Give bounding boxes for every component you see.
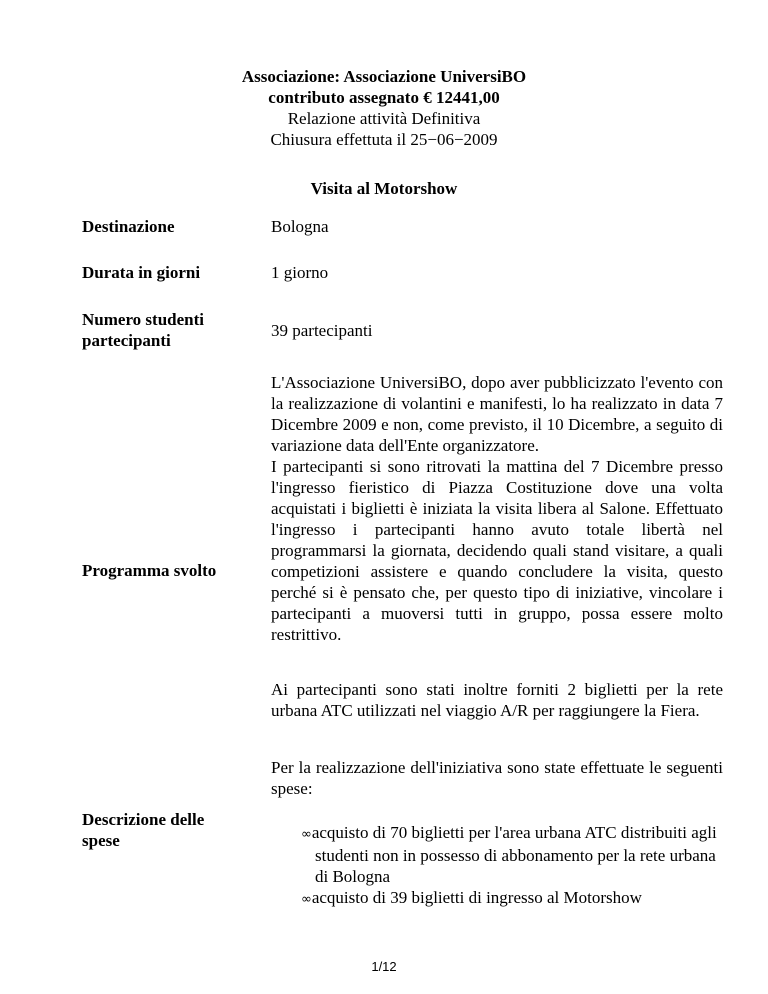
- assigned-contribution: contributo assegnato € 12441,00: [268, 88, 500, 107]
- students-label-line2: partecipanti: [82, 331, 171, 350]
- expense-item-text: acquisto di 70 biglietti per l'area urbana ATC distribuiti agli studenti non in possesso di abbonamento per la rete urbana di Bologna: [311, 823, 717, 886]
- expenses-label-line2: spese: [82, 831, 120, 850]
- destination-value: Bologna: [271, 217, 329, 236]
- program-text: [271, 372, 723, 645]
- expenses-list-container: [301, 822, 721, 910]
- infinity-bullet-icon: ∞: [301, 827, 312, 842]
- page-number: 1/12: [371, 959, 397, 974]
- program-paragraph-2: I partecipanti si sono ritrovati la mattina del 7 Dicembre presso l'ingresso fieristico di Piazza Costituzione dove una volta acquistati i biglietti è iniziata la visita libera al Salone. Effettuato l'ingresso i partecipanti hanno avuto totale libertà nel programmarsi la giornata, decidendo quali stand visitare, a quali competizioni assistere e quando concludere la visita, questo perché si è pensato che, per questo tipo di iniziative, vincolare i partecipanti a muoversi tutti in gruppo, possa essere molto restrittivo.: [271, 457, 723, 644]
- destination-label: Destinazione: [82, 217, 175, 236]
- expense-item: [301, 822, 721, 887]
- program-paragraph-3: Ai partecipanti sono stati inoltre forniti 2 biglietti per la rete urbana ATC utilizzati nel viaggio A/R per raggiungere la Fiera.: [271, 680, 723, 720]
- students-label: [82, 309, 262, 351]
- program-label: Programma svolto: [82, 561, 217, 580]
- expenses-list: [301, 822, 721, 910]
- closing-date: Chiusura effettuta il 25−06−2009: [270, 130, 498, 149]
- expenses-intro: Per la realizzazione dell'iniziativa sono state effettuate le seguenti spese:: [271, 758, 723, 798]
- duration-label: Durata in giorni: [82, 263, 201, 282]
- students-value: 39 partecipanti: [271, 321, 373, 340]
- expenses-label-line1: Descrizione delle: [82, 810, 205, 829]
- document-header: [0, 66, 768, 199]
- program-paragraph-1: L'Associazione UniversiBO, dopo aver pubblicizzato l'evento con la realizzazione di volantini e manifesti, lo ha realizzato in data 7 Dicembre 2009 e non, come previsto, il 10 Dicembre, a seguito di variazione data dell'Ente organizzatore.: [271, 373, 723, 455]
- section-title: Visita al Motorshow: [310, 179, 458, 198]
- expenses-label: [82, 809, 262, 851]
- report-type: Relazione attività Definitiva: [287, 109, 481, 128]
- expense-item: [301, 887, 721, 910]
- students-label-line1: Numero studenti: [82, 310, 204, 329]
- infinity-bullet-icon: ∞: [301, 892, 312, 907]
- association-name: Associazione: Associazione UniversiBO: [241, 67, 527, 86]
- expense-item-text: acquisto di 39 biglietti di ingresso al Motorshow: [311, 888, 642, 907]
- duration-value: 1 giorno: [271, 263, 329, 282]
